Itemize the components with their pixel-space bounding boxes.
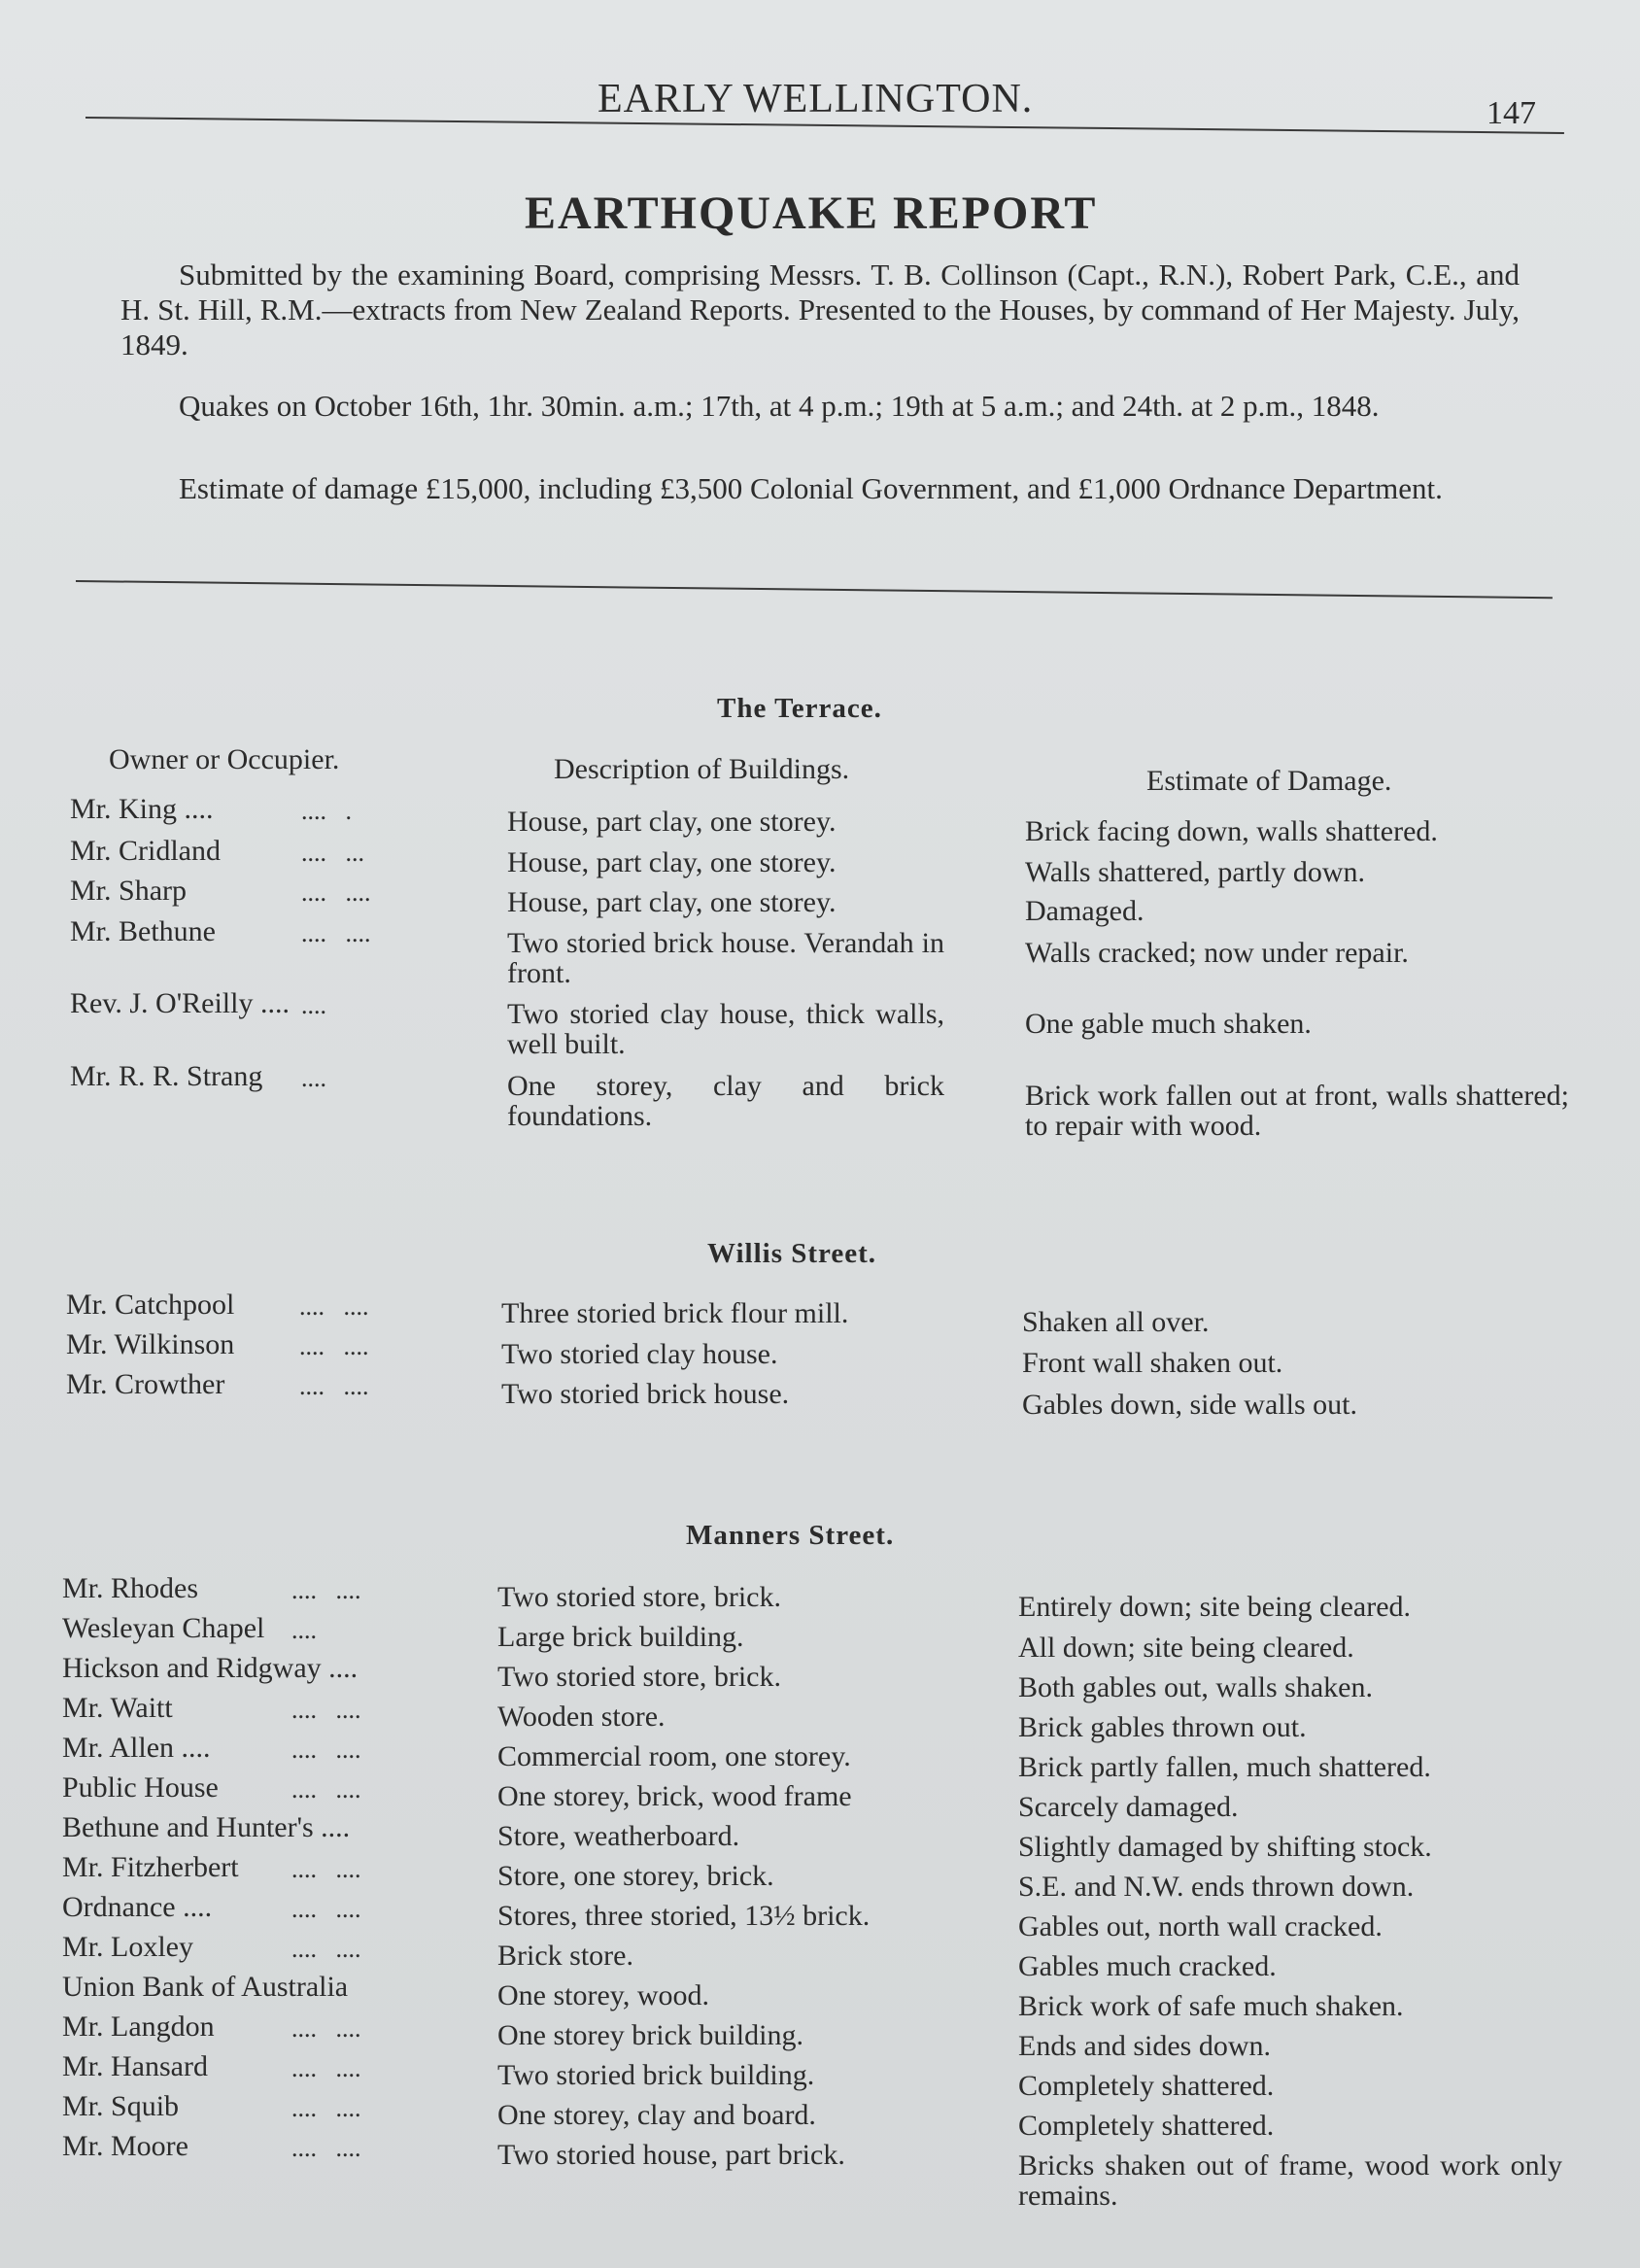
leader-dots: .... .... [291, 2014, 361, 2043]
description-cell: One storey, brick, wood frame [497, 1780, 852, 1812]
description-cell: Stores, three storied, 13½ brick. [497, 1900, 871, 1932]
section-divider [76, 580, 1553, 599]
description-cell: One storey, wood. [497, 1979, 710, 2011]
damage-cell: Ends and sides down. [1018, 2030, 1271, 2062]
description-cell: Store, one storey, brick. [497, 1860, 774, 1892]
owner-cell: Mr. Sharp [70, 875, 187, 907]
owner-cell: Public House [62, 1771, 219, 1804]
leader-dots: .... .... [291, 1935, 361, 1963]
column-header-description: Description of Buildings. [554, 753, 850, 785]
damage-cell: One gable much shaken. [1025, 1008, 1312, 1040]
description-cell: Two storied clay house. [501, 1338, 778, 1370]
leader-dots: .... .... [299, 1292, 369, 1321]
description-cell: Two storied store, brick. [497, 1661, 782, 1693]
leader-dots: .... .... [291, 2054, 361, 2082]
damage-cell: Brick partly fallen, much shattered. [1018, 1751, 1431, 1783]
owner-cell: Rev. J. O'Reilly .... [70, 987, 290, 1019]
owner-cell: Mr. Crowther [66, 1368, 225, 1400]
description-cell: House, part clay, one storey. [507, 886, 837, 918]
leader-dots: .... .... [291, 1576, 361, 1604]
owner-cell: Mr. Cridland [70, 835, 221, 867]
damage-cell: Entirely down; site being cleared. [1018, 1591, 1412, 1623]
damage-cell: Front wall shaken out. [1022, 1347, 1283, 1379]
damage-cell: Gables down, side walls out. [1022, 1389, 1357, 1421]
description-cell: Wooden store. [497, 1701, 666, 1733]
damage-cell: Shaken all over. [1022, 1306, 1210, 1338]
description-cell: One storey, clay and board. [497, 2099, 816, 2131]
damage-cell: Completely shattered. [1018, 2070, 1275, 2102]
owner-cell: Mr. Loxley [62, 1931, 193, 1963]
leader-dots: .... [301, 991, 326, 1019]
description-cell: Two storied brick building. [497, 2059, 815, 2091]
section-heading-willis-street: Willis Street. [707, 1238, 877, 1269]
owner-cell: Ordnance .... [62, 1891, 213, 1923]
intro-paragraph: Submitted by the examining Board, comprising Messrs. T. B. Collinson (Capt., R.N.), Robert Park, C.E., and H. St. Hill, R.M.—extracts from New Zealand Reports. Presented to the Houses, by command of Her Majesty. July, 1849. [120, 258, 1520, 361]
damage-cell: Damaged. [1025, 895, 1145, 927]
leader-dots: .... .... [301, 919, 371, 947]
description-cell: Two storied house, part brick. [497, 2139, 845, 2171]
description-cell: Three storied brick flour mill. [501, 1297, 849, 1329]
damage-cell: Gables out, north wall cracked. [1018, 1910, 1383, 1942]
description-cell: Two storied brick house. [501, 1378, 790, 1410]
leader-dots: .... ... [301, 839, 364, 867]
column-header-owner: Owner or Occupier. [109, 743, 340, 775]
owner-cell: Union Bank of Australia [62, 1971, 349, 2003]
damage-cell: All down; site being cleared. [1018, 1632, 1354, 1664]
owner-cell: Mr. Moore [62, 2130, 188, 2162]
page-number: 147 [1486, 95, 1536, 131]
description-cell: Large brick building. [497, 1621, 744, 1653]
owner-cell: Mr. R. R. Strang [70, 1060, 263, 1092]
description-cell: Store, weatherboard. [497, 1820, 740, 1852]
owner-cell: Mr. Langdon [62, 2010, 215, 2043]
description-cell: House, part clay, one storey. [507, 806, 837, 838]
owner-cell: Wesleyan Chapel [62, 1612, 265, 1644]
owner-cell: Mr. Waitt [62, 1692, 173, 1724]
column-header-damage: Estimate of Damage. [1146, 765, 1392, 797]
damage-cell: Brick gables thrown out. [1018, 1711, 1307, 1743]
quake-dates-paragraph: Quakes on October 16th, 1hr. 30min. a.m.; 17th, at 4 p.m.; 19th at 5 a.m.; and 24th. at 2 p.m., 1848. [179, 389, 1380, 423]
description-cell: One storey brick building. [497, 2019, 803, 2051]
damage-cell: Gables much cracked. [1018, 1950, 1277, 1982]
damage-cell: Brick facing down, walls shattered. [1025, 815, 1438, 847]
leader-dots: .... . [301, 797, 352, 825]
damage-cell: Walls cracked; now under repair. [1025, 937, 1409, 969]
damage-cell: S.E. and N.W. ends thrown down. [1018, 1871, 1415, 1903]
damage-estimate-paragraph: Estimate of damage £15,000, including £3,500 Colonial Government, and £1,000 Ordnance Department. [179, 471, 1443, 505]
description-cell: Commercial room, one storey. [497, 1740, 851, 1772]
description-cell: Brick store. [497, 1940, 633, 1972]
damage-cell: Scarcely damaged. [1018, 1791, 1239, 1823]
owner-cell: Mr. Wilkinson [66, 1328, 235, 1360]
owner-cell: Bethune and Hunter's .... [62, 1811, 351, 1843]
description-cell: Two storied store, brick. [497, 1581, 782, 1613]
damage-cell: Bricks shaken out of frame, wood work only remains. [1018, 2149, 1562, 2212]
damage-cell: Brick work fallen out at front, walls shattered; to repair with wood. [1025, 1080, 1569, 1142]
leader-dots: .... .... [291, 2094, 361, 2122]
description-cell: Two storied brick house. Verandah in front. [507, 927, 944, 989]
leader-dots: .... .... [291, 1735, 361, 1764]
leader-dots: .... .... [291, 1775, 361, 1804]
section-heading-manners-street: Manners Street. [686, 1520, 895, 1551]
owner-cell: Mr. Catchpool [66, 1289, 235, 1321]
owner-cell: Mr. Squib [62, 2090, 180, 2122]
leader-dots: .... .... [291, 1696, 361, 1724]
leader-dots: .... [301, 1064, 326, 1092]
owner-cell: Mr. Allen .... [62, 1732, 211, 1764]
damage-cell: Completely shattered. [1018, 2110, 1275, 2142]
damage-cell: Walls shattered, partly down. [1025, 856, 1365, 888]
leader-dots: .... .... [301, 878, 371, 907]
owner-cell: Mr. Hansard [62, 2050, 208, 2082]
owner-cell: Mr. King .... [70, 793, 214, 825]
leader-dots: .... [291, 1616, 317, 1644]
owner-cell: Mr. Rhodes [62, 1572, 199, 1604]
damage-cell: Both gables out, walls shaken. [1018, 1671, 1373, 1703]
description-cell: House, part clay, one storey. [507, 846, 837, 878]
damage-cell: Slightly damaged by shifting stock. [1018, 1831, 1432, 1863]
damage-cell: Brick work of safe much shaken. [1018, 1990, 1404, 2022]
leader-dots: .... .... [291, 1895, 361, 1923]
owner-cell: Mr. Bethune [70, 915, 216, 947]
leader-dots: .... .... [299, 1332, 369, 1360]
owner-cell: Mr. Fitzherbert [62, 1851, 239, 1883]
description-cell: One storey, clay and brick foundations. [507, 1070, 944, 1132]
leader-dots: .... .... [299, 1372, 369, 1400]
section-heading-terrace: The Terrace. [717, 693, 882, 724]
report-title: EARTHQUAKE REPORT [525, 188, 1098, 239]
leader-dots: .... .... [291, 2134, 361, 2162]
owner-cell: Hickson and Ridgway .... [62, 1652, 359, 1684]
description-cell: Two storied clay house, thick walls, well built. [507, 998, 944, 1060]
leader-dots: .... .... [291, 1855, 361, 1883]
running-head: EARLY WELLINGTON. [598, 77, 1034, 121]
